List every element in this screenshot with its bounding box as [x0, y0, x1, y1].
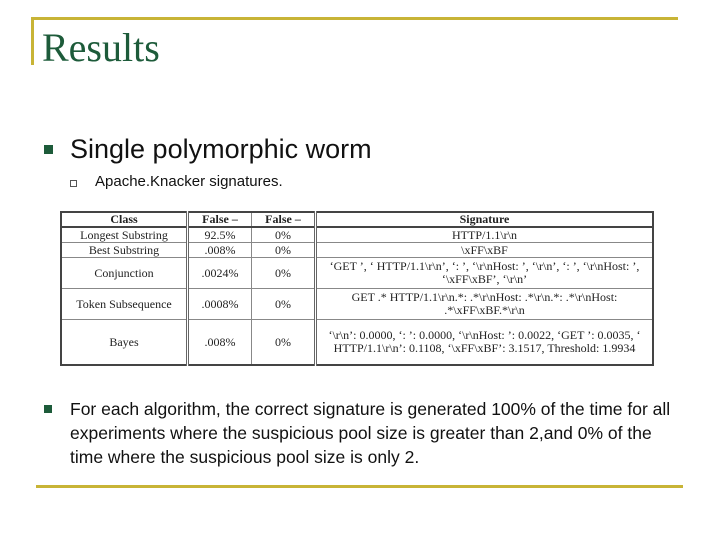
frame-bottom-line	[36, 485, 683, 488]
col-false-neg-header: False –	[252, 212, 316, 227]
bullet-conclusion: For each algorithm, the correct signature is generated 100% of the time for all experiments where the suspicious pool size is greater than 2,and 0% of the time where the suspicious pool size is only 2.	[70, 399, 671, 467]
cell-false-neg: 0%	[252, 289, 316, 320]
cell-false-neg: 0%	[252, 243, 316, 258]
col-false-pos-header: False –	[188, 212, 252, 227]
hollow-square-bullet-icon	[70, 180, 77, 187]
table-row	[61, 320, 653, 366]
cell-false-pos: .008%	[188, 320, 252, 366]
col-class-header: Class	[61, 212, 188, 227]
cell-false-neg: 0%	[252, 320, 316, 366]
signature-table	[60, 211, 654, 366]
cell-class: Longest Substring	[61, 227, 188, 243]
cell-signature: \xFF\xBF	[316, 243, 654, 258]
cell-false-neg: 0%	[252, 227, 316, 243]
table-row	[61, 258, 653, 289]
square-bullet-icon	[44, 405, 52, 413]
slide-title: Results	[42, 25, 160, 70]
cell-false-neg: 0%	[252, 258, 316, 289]
frame-top-line	[31, 17, 678, 20]
cell-class: Bayes	[61, 320, 188, 366]
cell-class: Best Substring	[61, 243, 188, 258]
table-row	[61, 289, 653, 320]
cell-false-pos: .0008%	[188, 289, 252, 320]
cell-false-pos: .008%	[188, 243, 252, 258]
frame-left-line	[31, 17, 34, 65]
col-signature-header: Signature	[316, 212, 654, 227]
table-header-row	[61, 212, 653, 227]
cell-signature: ‘GET ’, ‘ HTTP/1.1\r\n’, ‘: ’, ‘\r\nHost: ’, ‘\r\n’, ‘: ’, ‘\r\nHost: ’, ‘\xFF\xBF’, ‘\r\n’	[316, 258, 654, 289]
cell-false-pos: 92.5%	[188, 227, 252, 243]
cell-class: Token Subsequence	[61, 289, 188, 320]
sub-bullet-apache-knacker: Apache.Knacker signatures.	[95, 173, 283, 190]
cell-false-pos: .0024%	[188, 258, 252, 289]
cell-signature: HTTP/1.1\r\n	[316, 227, 654, 243]
cell-class: Conjunction	[61, 258, 188, 289]
cell-signature: GET .* HTTP/1.1\r\n.*: .*\r\nHost: .*\r\n.*: .*\r\nHost: .*\xFF\xBF.*\r\n	[316, 289, 654, 320]
cell-signature: ‘\r\n’: 0.0000, ‘: ’: 0.0000, ‘\r\nHost: ’: 0.0022, ‘GET ’: 0.0035, ‘ HTTP/1.1\r\n’: 0.1108, ‘\xFF\xBF’: 3.1517, Threshold: 1.9934	[316, 320, 654, 366]
bullet-single-polymorphic-worm: Single polymorphic worm	[70, 134, 372, 164]
square-bullet-icon	[44, 145, 53, 154]
table-row	[61, 243, 653, 258]
table-row	[61, 227, 653, 243]
